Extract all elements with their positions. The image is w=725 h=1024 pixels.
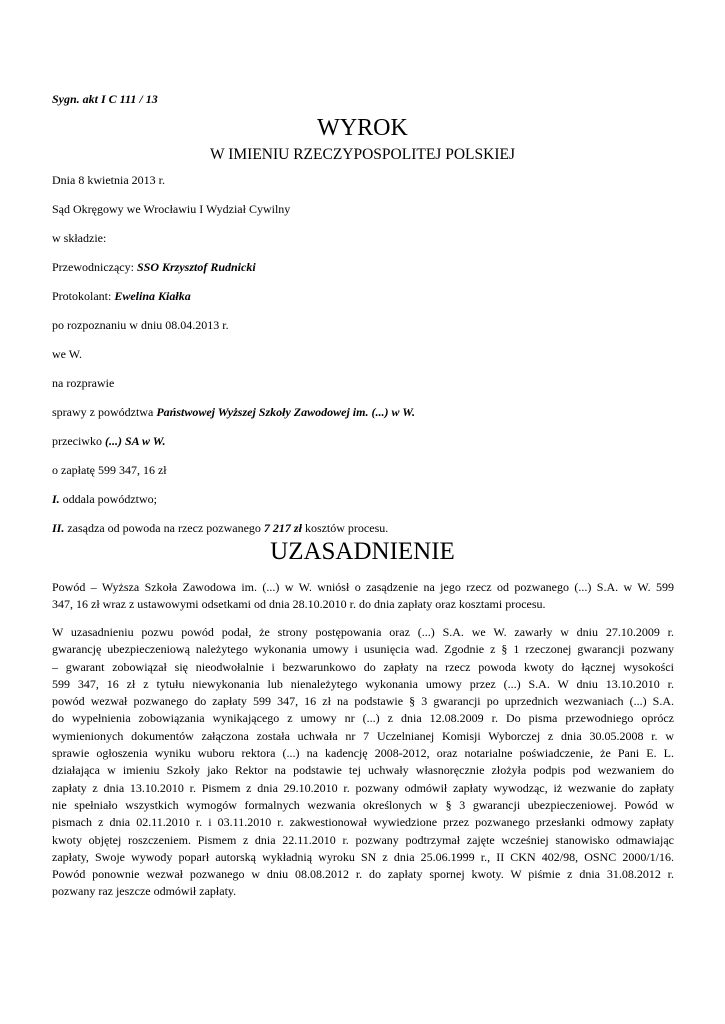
paragraph-line: 599 347, 16 zł z tytułu niewykonania lub nienależytego wykonania umowy przez (...) S.A. W dniu 13.10.2010 r.	[52, 676, 674, 691]
case-label: sprawy z powództwa	[52, 405, 157, 419]
paragraph-line: sprawie ogłoszenia wyniku wuboru rektora (...) na kadencję 2008-2012, oraz notarialne poświadczenie, że Pani E. L.	[52, 746, 674, 761]
point-1-text: oddala powództwo;	[59, 492, 157, 506]
paragraph-line: zapłaty z dnia 13.10.2010 r. Pismem z dnia 29.10.2010 r. pozwany odmówił zapłaty wywodząc, iż wezwanie do zapłaty	[52, 780, 674, 795]
paragraph-line: pismach z dnia 02.11.2010 r. i 03.11.2010 r. zakwestionował wywiedzione przez pozwanego przesłanki odmowy zapłaty	[52, 815, 674, 830]
court-name: Sąd Okręgowy we Wrocławiu I Wydział Cywilny	[52, 202, 291, 216]
paragraph-line: powód wezwał pozwanego do zapłaty 599 347, 16 zł na podstawie § 3 gwarancji po uprzednich wezwaniach (...) S.A.	[52, 694, 674, 709]
presiding-judge	[52, 260, 256, 275]
paragraph-line: zapłaty, Swoje wywody poparł autorską wykładnią wyroku SN z dnia 25.06.1999 r., II CKN 402/98, OSNC 2000/1/16.	[52, 849, 674, 864]
paragraph-line: 347, 16 zł wraz z ustawowymi odsetkami od dnia 28.10.2010 r. do dnia zapłaty oraz kosztami procesu.	[52, 597, 546, 612]
session-type: na rozprawie	[52, 376, 115, 390]
paragraph-line: Powód – Wyższa Szkoła Zawodowa im. (...) w W. wniósł o zasądzenie na jego rzecz od pozwanego (...) S.A. w W. 599	[52, 580, 674, 594]
hearing-place: we W.	[52, 347, 82, 361]
ruling-point-2	[52, 521, 388, 536]
ruling-date: Dnia 8 kwietnia 2013 r.	[52, 173, 165, 187]
paragraph-line: nie spełniało wszystkich wymogów formalnych wezwania określonych w § 3 gwarancji ubezpieczeniowej. Powód w	[52, 797, 674, 812]
court-clerk	[52, 289, 191, 304]
document-subtitle: W IMIENIU RZECZYPOSPOLITEJ POLSKIEJ	[210, 146, 515, 163]
point-2-number: II.	[52, 521, 65, 535]
paragraph-line: wymienionych dokumentów załączona została uchwała nr 7 Uczelnianej Komisji Wyborczej z dnia 30.05.2008 r. w	[52, 728, 674, 743]
justification-paragraph-1	[52, 579, 674, 614]
case-defendant	[52, 434, 166, 449]
paragraph-line: do wypełnienia zobowiązania wynikającego z umowy nr (...) z dnia 12.08.2009 r. Do pisma przewodniego oprócz	[52, 711, 674, 726]
costs-amount: 7 217 zł	[263, 521, 302, 535]
point-2-text-a: zasądza od powoda na rzecz pozwanego	[64, 521, 264, 535]
hearing-date: po rozpoznaniu w dniu 08.04.2013 r.	[52, 318, 229, 332]
paragraph-line: W uzasadnieniu pozwu powód podał, że strony postępowania oraz (...) S.A. we W. zawarły w dniu 27.10.2009 r.	[52, 625, 674, 639]
paragraph-line: pozwany raz jeszcze odmówił zapłaty.	[52, 884, 237, 899]
presiding-name: SSO Krzysztof Rudnicki	[136, 260, 256, 274]
presiding-label: Przewodniczący:	[52, 260, 137, 274]
defendant-name: (...) SA w W.	[104, 434, 166, 448]
justification-heading: UZASADNIENIE	[270, 538, 455, 565]
paragraph-line: Powód ponownie wezwał pozwanego w dniu 08.08.2012 r. do zapłaty spornej kwoty. W piśmie z dnia 31.08.2012 r.	[52, 867, 674, 882]
paragraph-line: gwarancję ubezpieczeniową należytego wykonania umowy i usunięcia wad. Zgodnie z § 1 rzeczonej gwarancji pozwany	[52, 642, 674, 657]
case-signature: Sygn. akt I C 111 / 13	[52, 92, 158, 106]
case-subject: o zapłatę 599 347, 16 zł	[52, 463, 167, 477]
point-2-text-b: kosztów procesu.	[301, 521, 389, 535]
composition-label: w składzie:	[52, 231, 107, 245]
paragraph-line: działająca w imieniu Szkoły jako Rektor na podstawie tej uchwały własnoręcznie złożyła podpis pod wezwaniem do	[52, 763, 674, 778]
document-title: WYROK	[317, 115, 408, 141]
paragraph-line: – gwarant zobowiązał się nieodwołalnie i bezwarunkowo do zapłaty na rzecz powoda kwoty do łącznej wysokości	[52, 659, 674, 674]
case-plaintiff	[52, 405, 415, 420]
paragraph-line: kwoty objętej roszczeniem. Pismem z dnia 22.11.2010 r. pozwany podtrzymał zajęte wcześniej stanowisko odmawiając	[52, 832, 674, 847]
clerk-label: Protokolant:	[52, 289, 115, 303]
justification-paragraph-2	[52, 624, 674, 901]
plaintiff-name: Państwowej Wyższej Szkoły Zawodowej im. (...) w W.	[156, 405, 416, 419]
ruling-point-1	[52, 492, 157, 507]
point-1-number: I.	[52, 492, 60, 506]
against-label: przeciwko	[52, 434, 105, 448]
clerk-name: Ewelina Kiałka	[114, 289, 191, 303]
